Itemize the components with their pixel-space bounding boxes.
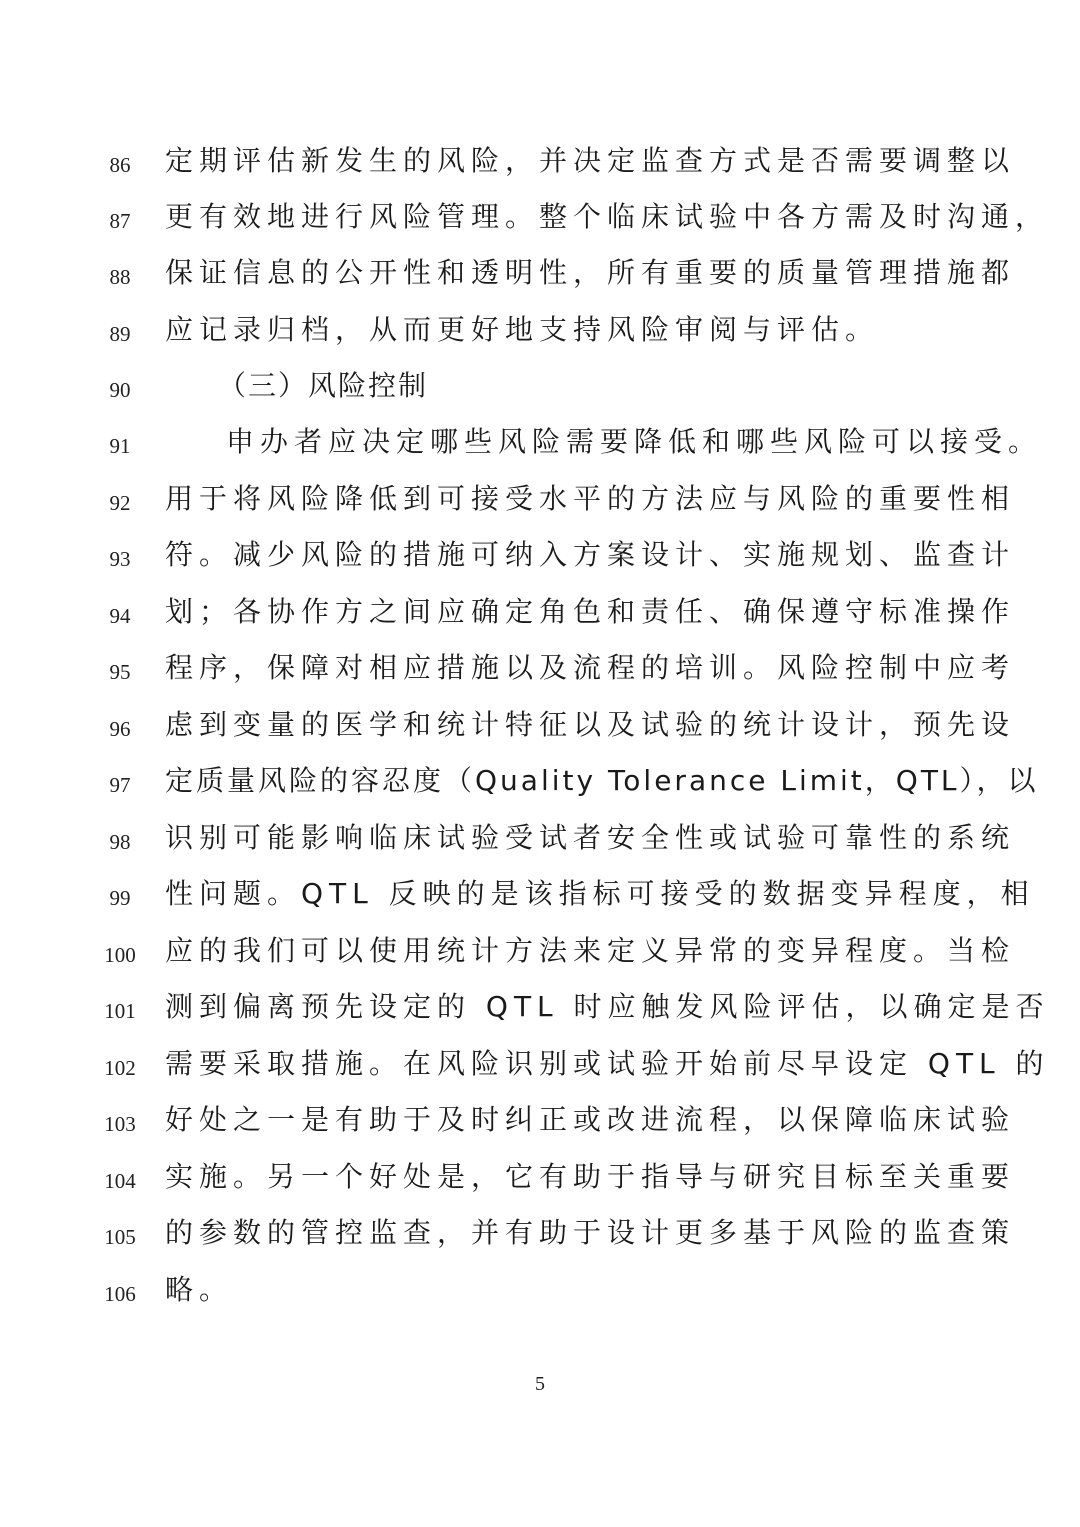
line-text: 程序，保障对相应措施以及流程的培训。风险控制中应考 bbox=[165, 651, 1016, 684]
line-text: 定质量风险的容忍度（Quality Tolerance Limit，QTL），以 bbox=[165, 764, 1039, 797]
line-number: 87 bbox=[109, 209, 131, 233]
text-line bbox=[0, 592, 1080, 648]
line-number: 89 bbox=[109, 322, 131, 346]
line-text: 申办者应决定哪些风险需要降低和哪些风险可以接受。 bbox=[226, 425, 1043, 458]
section-heading-line bbox=[0, 366, 1080, 422]
line-number: 97 bbox=[109, 773, 131, 797]
text-line bbox=[0, 705, 1080, 761]
text-line bbox=[0, 1213, 1080, 1269]
text-line bbox=[0, 1270, 1080, 1326]
line-number: 86 bbox=[109, 153, 131, 177]
text-line bbox=[0, 931, 1080, 987]
line-text: 符。减少风险的措施可纳入方案设计、实施规划、监查计 bbox=[165, 538, 1016, 571]
text-line bbox=[0, 1100, 1080, 1156]
line-text: 更有效地进行风险管理。整个临床试验中各方需及时沟通， bbox=[165, 200, 1050, 233]
text-line bbox=[0, 141, 1080, 197]
line-text: 好处之一是有助于及时纠正或改进流程，以保障临床试验 bbox=[165, 1103, 1016, 1136]
text-line bbox=[0, 197, 1080, 253]
text-line bbox=[0, 535, 1080, 591]
line-number: 99 bbox=[109, 886, 131, 910]
line-number: 94 bbox=[109, 604, 131, 628]
text-line bbox=[0, 253, 1080, 309]
line-number: 93 bbox=[109, 547, 131, 571]
line-text: 性问题。QTL 反映的是该指标可接受的数据变异程度，相 bbox=[165, 877, 1035, 910]
line-text: 用于将风险降低到可接受水平的方法应与风险的重要性相 bbox=[165, 482, 1016, 515]
line-text: 实施。另一个好处是，它有助于指导与研究目标至关重要 bbox=[165, 1160, 1016, 1193]
line-text: 应的我们可以使用统计方法来定义异常的变异程度。当检 bbox=[165, 934, 1016, 967]
text-line bbox=[0, 1157, 1080, 1213]
page-number: 5 bbox=[535, 1373, 545, 1395]
text-line bbox=[0, 987, 1080, 1043]
line-text: 虑到变量的医学和统计特征以及试验的统计设计，预先设 bbox=[165, 708, 1016, 741]
line-number: 103 bbox=[104, 1112, 136, 1136]
section-heading: （三）风险控制 bbox=[218, 369, 429, 402]
line-text: 需要采取措施。在风险识别或试验开始前尽早设定 QTL 的 bbox=[165, 1047, 1050, 1080]
line-number: 98 bbox=[109, 830, 131, 854]
line-number: 101 bbox=[104, 999, 136, 1023]
line-text: 识别可能影响临床试验受试者安全性或试验可靠性的系统 bbox=[165, 821, 1016, 854]
text-line bbox=[0, 648, 1080, 704]
text-line bbox=[0, 310, 1080, 366]
text-line bbox=[0, 1044, 1080, 1100]
line-text: 的参数的管控监查，并有助于设计更多基于风险的监查策 bbox=[165, 1216, 1016, 1249]
text-line bbox=[0, 479, 1080, 535]
line-number: 88 bbox=[109, 265, 131, 289]
line-number: 91 bbox=[109, 434, 131, 458]
text-line bbox=[0, 761, 1080, 817]
line-number: 106 bbox=[104, 1282, 136, 1306]
line-number: 100 bbox=[104, 943, 136, 967]
line-text: 定期评估新发生的风险，并决定监查方式是否需要调整以 bbox=[165, 144, 1016, 177]
text-line bbox=[0, 818, 1080, 874]
line-text: 略。 bbox=[165, 1273, 234, 1306]
line-number: 92 bbox=[109, 491, 131, 515]
line-number: 90 bbox=[109, 378, 131, 402]
text-line bbox=[0, 874, 1080, 930]
line-text: 保证信息的公开性和透明性，所有重要的质量管理措施都 bbox=[165, 256, 1016, 289]
line-text: 应记录归档，从而更好地支持风险审阅与评估。 bbox=[165, 313, 880, 346]
text-line bbox=[0, 422, 1080, 478]
line-number: 105 bbox=[104, 1225, 136, 1249]
line-number: 95 bbox=[109, 660, 131, 684]
line-number: 102 bbox=[104, 1056, 136, 1080]
line-number: 96 bbox=[109, 717, 131, 741]
line-text: 划；各协作方之间应确定角色和责任、确保遵守标准操作 bbox=[165, 595, 1016, 628]
line-text: 测到偏离预先设定的 QTL 时应触发风险评估，以确定是否 bbox=[165, 990, 1050, 1023]
line-number: 104 bbox=[104, 1169, 136, 1193]
